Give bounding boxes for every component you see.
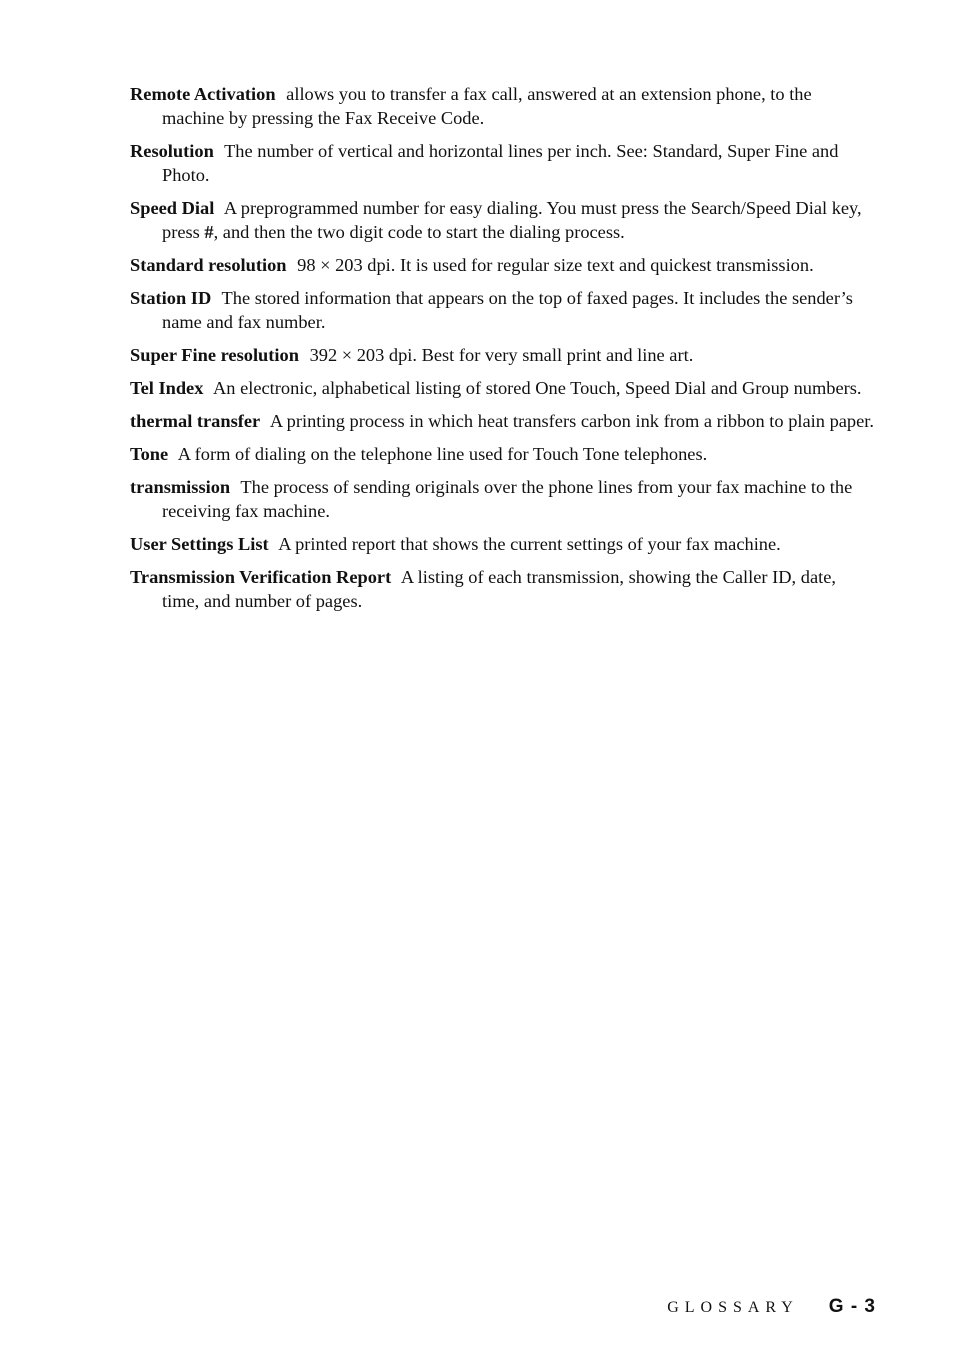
glossary-term: Speed Dial: [130, 198, 215, 218]
glossary-entry-speed-dial: [130, 196, 876, 244]
glossary-definition: allows you to transfer a fax call, answered at an extension phone, to the machine by pressing the Fax Receive Code.: [162, 84, 812, 128]
glossary-entry-transmission: [130, 475, 876, 523]
glossary-definition: A printing process in which heat transfers carbon ink from a ribbon to plain paper.: [269, 411, 874, 431]
glossary-term: User Settings List: [130, 534, 269, 554]
footer-section-title: GLOSSARY: [667, 1299, 799, 1316]
glossary-entry-standard-resolution: [130, 253, 876, 277]
glossary-definition: A listing of each transmission, showing the Caller ID, date, time, and number of pages.: [162, 567, 836, 611]
page-footer: [667, 1296, 876, 1324]
glossary-definition: 98 × 203 dpi. It is used for regular size text and quickest transmission.: [297, 255, 814, 275]
glossary-definition: The process of sending originals over the phone lines from your fax machine to the receiving fax machine.: [162, 477, 853, 521]
glossary-term: Tel Index: [130, 378, 204, 398]
glossary-list: [130, 82, 876, 622]
glossary-entry-remote-activation: [130, 82, 876, 130]
glossary-definition: The number of vertical and horizontal lines per inch. See: Standard, Super Fine and Photo.: [162, 141, 839, 185]
glossary-term: Remote Activation: [130, 84, 276, 104]
glossary-term: Transmission Verification Report: [130, 567, 392, 587]
glossary-definition: A printed report that shows the current settings of your fax machine.: [278, 534, 781, 554]
glossary-term: Tone: [130, 444, 169, 464]
glossary-term: Station ID: [130, 288, 212, 308]
page-number: G - 3: [828, 1296, 876, 1317]
glossary-definition-part: , and then the two digit code to start the dialing process.: [213, 222, 625, 242]
glossary-term: transmission: [130, 477, 231, 497]
glossary-entry-tel-index: [130, 376, 876, 400]
glossary-entry-station-id: [130, 286, 876, 334]
glossary-definition: 392 × 203 dpi. Best for very small print and line art.: [309, 345, 694, 365]
glossary-definition-part: A preprogrammed number for easy dialing. You must press the Search/Speed Dial key, press: [162, 198, 862, 242]
glossary-term: Resolution: [130, 141, 214, 161]
glossary-entry-user-settings-list: [130, 532, 876, 556]
glossary-term: Standard resolution: [130, 255, 287, 275]
glossary-definition: [162, 198, 862, 242]
glossary-entry-super-fine-resolution: [130, 343, 876, 367]
glossary-term: Super Fine resolution: [130, 345, 299, 365]
key-symbol: #: [204, 222, 214, 242]
glossary-entry-resolution: [130, 139, 876, 187]
glossary-term: thermal transfer: [130, 411, 261, 431]
glossary-entry-transmission-verification-report: [130, 565, 876, 613]
glossary-entry-thermal-transfer: [130, 409, 876, 433]
glossary-definition: The stored information that appears on the top of faxed pages. It includes the sender’s name and fax number.: [162, 288, 853, 332]
glossary-definition: An electronic, alphabetical listing of stored One Touch, Speed Dial and Group numbers.: [213, 378, 862, 398]
glossary-entry-tone: [130, 442, 876, 466]
glossary-definition: A form of dialing on the telephone line used for Touch Tone telephones.: [177, 444, 708, 464]
